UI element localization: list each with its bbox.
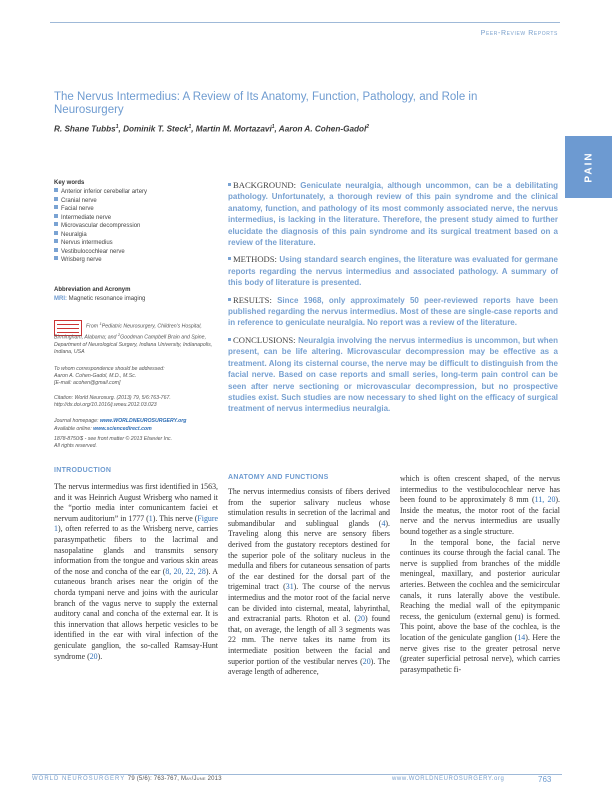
correspondence: To whom correspondence should be addressed: Aaron A. Cohen-Gadol, M.D., M.Sc. [E-mail: acohen@gmail.com] bbox=[54, 366, 214, 386]
keyword-item: Vestibulocochlear nerve bbox=[54, 248, 147, 257]
abbreviation-row bbox=[54, 296, 145, 302]
reference-link[interactable]: 1 bbox=[148, 513, 153, 523]
column-three-text: which is often crescent shaped, of the nervus intermedius to the vestibulocochlear nerve has been found to be approximately 8 mm (11, 20). Inside the meatus, the motor root of the facial nerve and the nervus intermedius are usually bound together as a single structure. In the temporal bone, the facial nerve continues its course through the facial canal. The nerve is supplied from branches of the middle meningeal, maxillary, and posterior auricular arteries. Between the cochlea and the semicircular canals, it runs laterally above the vestibule. Reaching the medial wall of the epitympanic recess, the geniculum (external genu) is formed. This point, above the base of the cochlea, is the location of the geniculate ganglion (14). Here the nerve gives rise to the greater petrosal nerve (greater superficial petrosal nerve), which carries parasympathetic fi- bbox=[400, 474, 561, 674]
journal-links: Journal homepage: www.WORLDNEUROSURGERY.org Available online: www.sciencedirect.com bbox=[54, 418, 187, 432]
author-affiliation-mark: 1 bbox=[188, 124, 192, 130]
keyword-item: Nervus intermedius bbox=[54, 239, 147, 248]
article-title: The Nervus Intermedius: A Review of Its Anatomy, Function, Pathology, and Role in Neurosurgery bbox=[54, 91, 478, 116]
sciencedirect-link[interactable]: www.sciencedirect.com bbox=[93, 425, 152, 432]
reference-link[interactable]: 14 bbox=[517, 632, 526, 642]
bullet-icon bbox=[54, 205, 58, 209]
abstract-background: BACKGROUND: Geniculate neuralgia, although uncommon, can be a debilitating pathology. Unfortunately, a thorough review of this pain syndrome and the clinical anatomy, function, and pathology of its most commonly associated nerve, the nervus intermedius, is lacking in the literature. Therefore, the present study aimed to further elucidate the diagnosis of this pain syndrome and its surgical treatment based on a review of the literature. bbox=[228, 180, 558, 248]
keyword-item: Cranial nerve bbox=[54, 197, 147, 206]
author-name: Martin M. Mortazavi bbox=[195, 124, 272, 134]
keyword-item: Wrisberg nerve bbox=[54, 256, 147, 265]
citation: Citation: World Neurosurg. (2013) 79, 5/6:763-767. http://dx.doi.org/10.1016/j.wneu.2012.03.023 bbox=[54, 395, 219, 409]
section-label: Peer-Review Reports bbox=[480, 30, 558, 37]
keyword-item: Microvascular decompression bbox=[54, 222, 147, 231]
keyword-item: Anterior inferior cerebellar artery bbox=[54, 188, 147, 197]
bullet-icon bbox=[54, 214, 58, 218]
anatomy-text: The nervus intermedius consists of fibers derived from the superior salivary nucleus whose stimulation results in secretion of the lacrimal and submandibular and sublingual glands (4). Traveling along this nerve are sensory fibers derived from the gustatory receptors destined for the superior pole of the solitary nucleus in the medulla and fibers for cutaneous sensation of parts of the ear destined for the dorsal part of the trigeminal tract (31). The course of the nervus intermedius and the motor root of the facial nerve can be divided into cisternal, meatal, labyrinthal, and extracranial parts. Rhoton et al. (20) found that, on average, the length of all 3 segments was 22 mm. The nerve takes its name from its intermediate position between the facial and superior portion of the vestibular nerves (20). The average length of adherence, bbox=[228, 487, 391, 677]
doi-link[interactable]: http://dx.doi.org/10.1016/j.wneu.2012.03.023 bbox=[54, 401, 157, 408]
bullet-icon bbox=[54, 197, 58, 201]
bullet-icon bbox=[228, 298, 231, 301]
keywords-list bbox=[54, 188, 147, 265]
figure-link[interactable]: Figure 1 bbox=[54, 513, 219, 534]
author-affiliation-mark: 2 bbox=[366, 124, 370, 130]
keywords-heading: Key words bbox=[54, 180, 85, 186]
reference-link[interactable]: 20 bbox=[357, 614, 365, 624]
keyword-item: Facial nerve bbox=[54, 205, 147, 214]
journal-homepage-link[interactable]: www.WORLDNEUROSURGERY.org bbox=[99, 418, 187, 424]
bullet-icon bbox=[54, 256, 58, 260]
bullet-icon bbox=[228, 338, 231, 341]
author-list: R. Shane Tubbs$^1$, Dominik T. Steck$^1$, Martin M. Mortazavi$^1$, Aaron A. Cohen-Gadol$^2$ bbox=[54, 124, 370, 134]
abstract bbox=[228, 180, 558, 421]
affiliations: From $^1$Pediatric Neurosurgery, Children's Hospital, Birmingham, Alabama; and $^2$Goodman Campbell Brain and Spine, Department of Neurological Surgery, Indiana University, Indianapolis, Indiana, USA bbox=[54, 321, 213, 356]
reference-link[interactable]: 4 bbox=[381, 518, 386, 528]
reference-link[interactable]: 20 bbox=[362, 656, 371, 666]
abbreviations-heading: Abbreviation and Acronym bbox=[54, 287, 131, 293]
bullet-icon bbox=[54, 239, 58, 243]
bullet-icon bbox=[54, 248, 58, 252]
side-tab-label: PAIN bbox=[583, 151, 594, 183]
correspondence-email[interactable]: [E-mail: acohen@gmail.com] bbox=[54, 379, 121, 386]
author-name: Aaron A. Cohen-Gadol bbox=[278, 124, 367, 134]
author-name: R. Shane Tubbs bbox=[54, 124, 116, 134]
reference-link[interactable]: 20 bbox=[89, 651, 98, 661]
keyword-item: Intermediate nerve bbox=[54, 214, 147, 223]
footer-url[interactable]: www.WORLDNEUROSURGERY.org bbox=[392, 776, 505, 782]
author-name: Dominik T. Steck bbox=[123, 124, 189, 134]
reference-link[interactable]: 31 bbox=[285, 582, 294, 592]
footer-rule bbox=[32, 774, 562, 775]
abstract-results: RESULTS: Since 1968, only approximately 50 peer-reviewed reports have been published regarding the nervus intermedius. Most of these are single-case reports and in reference to geniculate neuralgia. No report was a review of the literature. bbox=[228, 294, 558, 328]
introduction-text: The nervus intermedius was first identified in 1563, and it was Heinrich August Wrisberg who named it the “portio media inter comunicantem faciei et nervum auditorium” in 1777 (1). This nerve (Figure 1), often referred to as the Wrisberg nerve, carries parasympathetic fibers to the lacrimal and nasopalatine glands and transmits sensory information from the tongue and various skin areas of the nose and concha of the ear (8, 20, 22, 28). A cutaneous branch arises near the origin of the chorda tympani nerve and joins with the auricular branch of the vagus nerve to supply the external auditory canal and concha of the external ear. It is this innervation that allows herpetic vesicles to be identified in the ear with viral infection of the geniculate ganglion, the so-called Ramsay-Hunt syndrome (20). bbox=[54, 482, 219, 661]
abbreviation-value: Magnetic resonance imaging bbox=[68, 296, 146, 302]
page-number: 763 bbox=[538, 775, 552, 784]
anatomy-heading: ANATOMY AND FUNCTIONS bbox=[228, 474, 329, 481]
footer-journal: WORLD NEUROSURGERY 79 (5/6): 763-767, May/June 2013 bbox=[32, 776, 222, 782]
bullet-icon bbox=[228, 183, 231, 186]
author-affiliation-mark: 1 bbox=[271, 124, 275, 130]
bullet-icon bbox=[228, 257, 231, 260]
reference-link[interactable]: 11, 20 bbox=[534, 495, 556, 505]
bullet-icon bbox=[54, 231, 58, 235]
keyword-item: Neuralgia bbox=[54, 231, 147, 240]
side-tab bbox=[565, 136, 612, 198]
introduction-heading: INTRODUCTION bbox=[54, 467, 112, 474]
reference-link[interactable]: 8, 20, 22, 28 bbox=[165, 566, 206, 576]
copyright: 1878-8750/$ - see front matter © 2013 Elsevier Inc. All rights reserved. bbox=[54, 436, 173, 449]
abstract-methods: METHODS: Using standard search engines, the literature was evaluated for germane reports regarding the nervus intermedius and associated pathology. A summary of this body of literature is presented. bbox=[228, 254, 558, 288]
bullet-icon bbox=[54, 222, 58, 226]
abbreviation-key: MRI: bbox=[54, 296, 67, 302]
header-rule bbox=[50, 22, 560, 23]
bullet-icon bbox=[54, 188, 58, 192]
abstract-conclusions: CONCLUSIONS: Neuralgia involving the nervus intermedius is uncommon, but when present, can be life altering. Microvascular decompression may be effective as a treatment. Along its cisternal course, the nerve may be difficult to distinguish from the facial nerve. Based on case reports and small series, long-term pain control can be seen after nerve sectioning or microvascular decompression, but no prospective studies exist. Such studies are now necessary to shed light on the efficacy of surgical treatment of nervus intermedius neuralgia. bbox=[228, 334, 558, 414]
author-affiliation-mark: 1 bbox=[115, 124, 119, 130]
